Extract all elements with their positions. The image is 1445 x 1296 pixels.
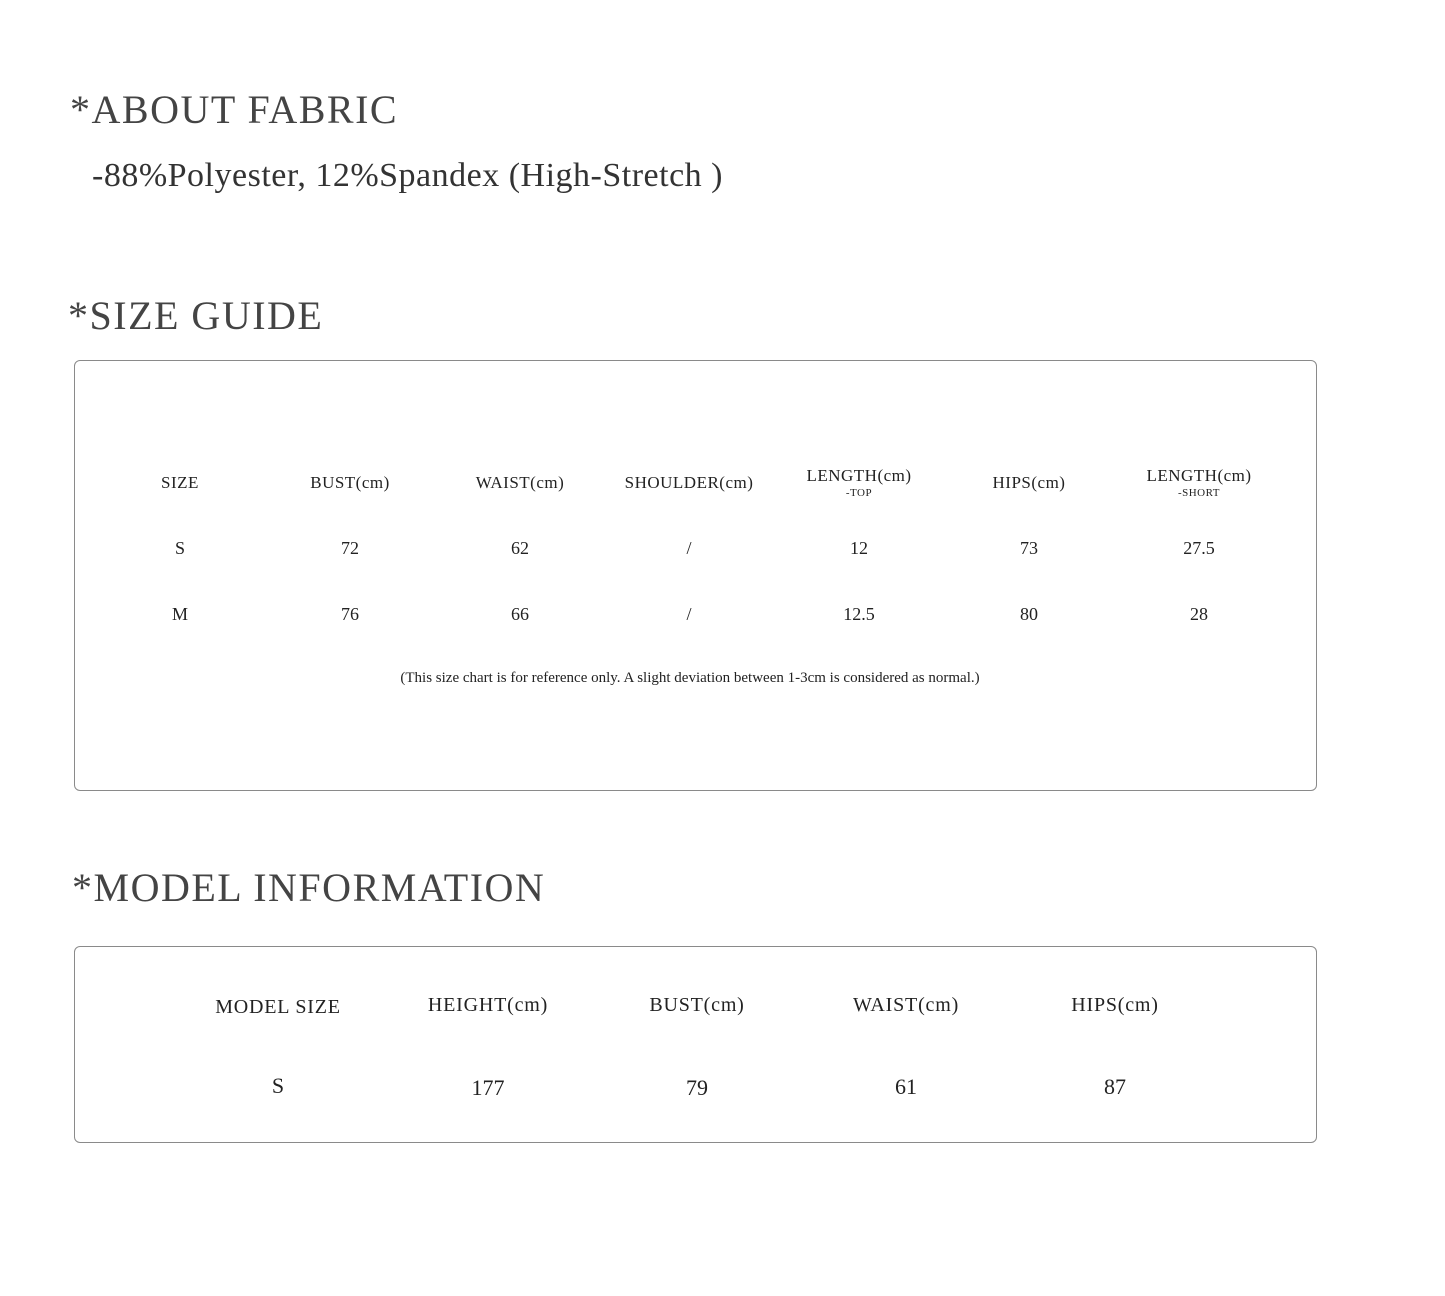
model-col-header-hips: HIPS(cm): [1071, 994, 1159, 1016]
model-size-value: S: [271, 1073, 285, 1098]
model-col-header-bust: BUST(cm): [649, 994, 745, 1016]
model-hips-value: 87: [1104, 1074, 1126, 1099]
table-cell: 28: [1190, 604, 1208, 624]
table-cell: 76: [341, 604, 359, 624]
model-info-table: [74, 946, 1317, 1143]
fabric-composition: -88%Polyester, 12%Spandex (High-Stretch ): [92, 157, 724, 194]
model-bust-value: 79: [686, 1075, 708, 1100]
table-cell: 12: [850, 538, 868, 558]
size-chart-disclaimer: (This size chart is for reference only. A slight deviation between 1-3cm is considered as normal.): [400, 670, 980, 686]
size-col-subheader-top: -TOP: [845, 487, 873, 499]
table-cell: 27.5: [1183, 538, 1215, 558]
model-information-heading: *MODEL INFORMATION: [72, 865, 546, 910]
size-col-header-hips: HIPS(cm): [992, 473, 1066, 492]
table-cell: 73: [1020, 538, 1038, 558]
model-waist-value: 61: [895, 1074, 917, 1099]
size-col-header-waist: WAIST(cm): [475, 473, 565, 492]
table-cell: 80: [1020, 604, 1038, 624]
about-fabric-heading: *ABOUT FABRIC: [70, 87, 399, 132]
model-col-header-height: HEIGHT(cm): [427, 994, 549, 1016]
model-col-header-size: MODEL SIZE: [215, 996, 341, 1018]
model-height-value: 177: [471, 1075, 505, 1100]
table-cell: 66: [511, 604, 529, 624]
size-col-header-length-top: LENGTH(cm) -TOP: [806, 466, 912, 499]
size-guide-heading: *SIZE GUIDE: [68, 293, 324, 338]
table-cell: 72: [341, 538, 359, 558]
table-cell: /: [686, 604, 692, 624]
table-cell: S: [174, 538, 186, 558]
size-col-subheader-short: -SHORT: [1177, 487, 1221, 499]
size-col-header-bust: BUST(cm): [310, 473, 390, 492]
table-cell: 62: [511, 538, 529, 558]
table-cell: 12.5: [843, 604, 875, 624]
size-col-header-size: SIZE: [161, 473, 199, 492]
model-col-header-waist: WAIST(cm): [852, 994, 960, 1016]
size-guide-table: [74, 360, 1317, 791]
table-cell: M: [171, 604, 189, 624]
size-col-header-length-short: LENGTH(cm) -SHORT: [1146, 466, 1252, 499]
size-col-header-shoulder: SHOULDER(cm): [624, 473, 754, 492]
table-cell: /: [686, 538, 692, 558]
